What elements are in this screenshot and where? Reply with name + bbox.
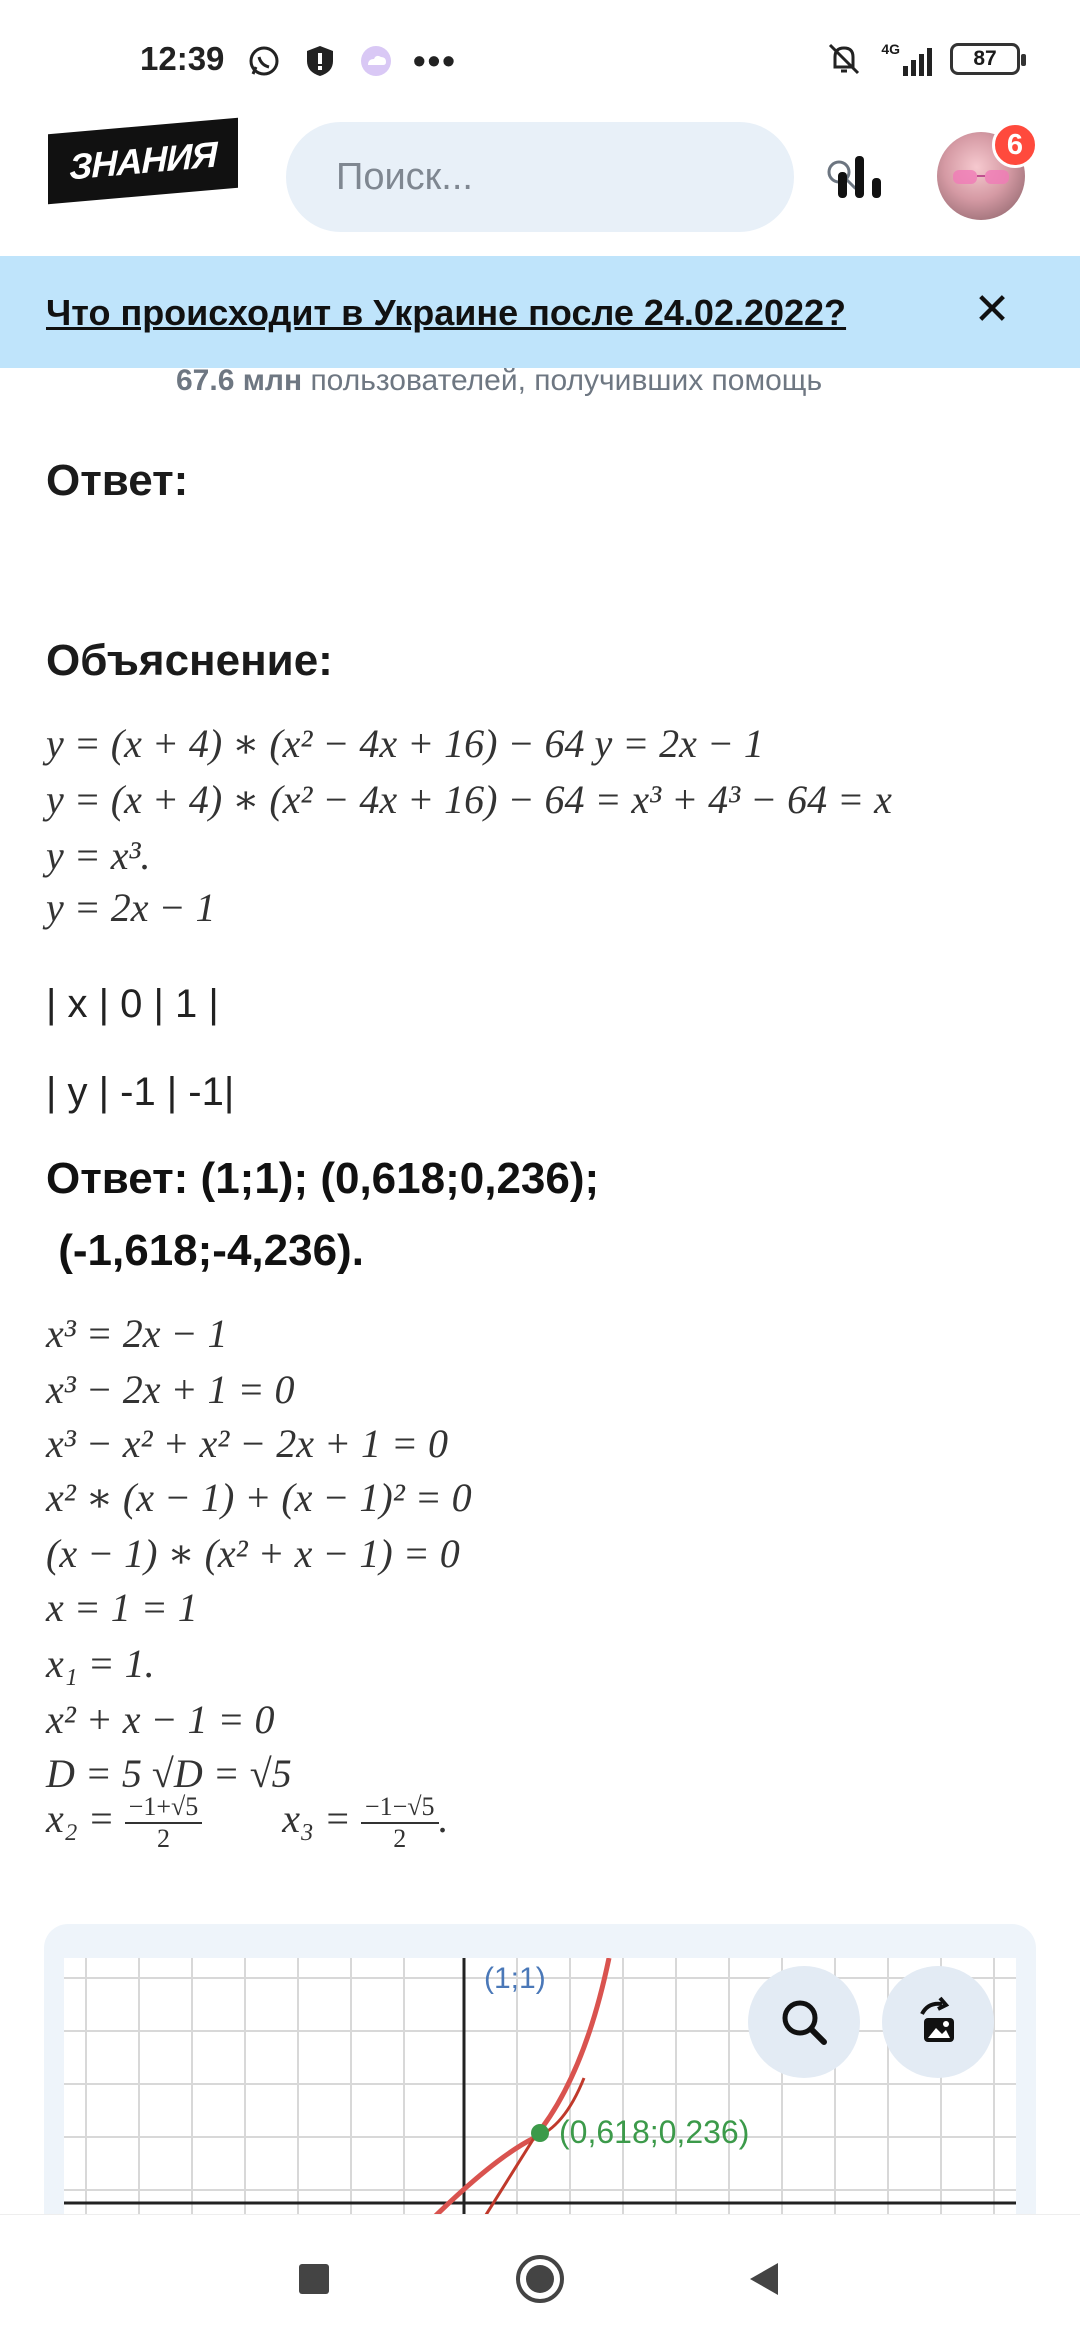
zoom-search-button[interactable] [748, 1966, 860, 2078]
users-count: 67.6 млн [176, 364, 303, 397]
x2-fraction [125, 1792, 203, 1854]
status-bar [0, 0, 1080, 120]
x3-denominator: 2 [393, 1824, 407, 1853]
square-icon [296, 2261, 332, 2297]
roots-end: . [438, 1796, 449, 1842]
home-button[interactable] [512, 2251, 568, 2307]
close-icon[interactable]: ✕ [973, 285, 1011, 334]
logo-text: ЗНАНИЯ [69, 133, 217, 188]
banner-link[interactable]: Что происходит в Украине после 24.02.2022? [46, 292, 847, 333]
users-text: пользователей, получивших помощь [310, 364, 823, 397]
math-line: x₁ = 1. [46, 1641, 155, 1686]
math-line: D = 5 √D = √5 [46, 1751, 292, 1796]
notification-badge: 6 [992, 122, 1038, 168]
math-line: (x − 1) ∗ (x² + x − 1) = 0 [46, 1531, 460, 1576]
rotate-image-button[interactable] [882, 1966, 994, 2078]
shield-icon [301, 42, 339, 80]
users-helped-line [176, 364, 822, 398]
math-line: x³ = 2x − 1 [46, 1311, 228, 1356]
table-row: | y | -1 | -1| [46, 1070, 235, 1114]
cloud-icon [357, 42, 395, 80]
math-line: y = (x + 4) ∗ (x² − 4x + 16) − 64 y = 2x − 1 [46, 721, 764, 766]
more-notifications-icon: ••• [413, 40, 457, 81]
search-input[interactable] [336, 156, 825, 199]
status-time: 12:39 [140, 40, 225, 77]
x3-fraction [361, 1792, 439, 1854]
search-bar[interactable] [286, 122, 794, 232]
rotate-image-icon [910, 1994, 966, 2050]
math-line: x² + x − 1 = 0 [46, 1697, 275, 1742]
math-line: x² ∗ (x − 1) + (x − 1)² = 0 [46, 1475, 472, 1520]
partial-point-label: (1;1) [484, 1962, 546, 1995]
back-button[interactable] [736, 2251, 792, 2307]
recents-button[interactable] [286, 2251, 342, 2307]
system-nav-bar [0, 2214, 1080, 2340]
triangle-back-icon [744, 2259, 784, 2299]
math-line: y = x³. [46, 833, 151, 878]
final-answer-line-2: (-1,618;-4,236). [46, 1226, 364, 1275]
x2-denominator: 2 [156, 1824, 170, 1853]
app-logo[interactable] [48, 118, 238, 205]
network-type: 4G [881, 41, 900, 57]
x2-numerator: −1+√5 [125, 1792, 203, 1824]
final-answer-line-1: Ответ: (1;1); (0,618;0,236); [46, 1154, 600, 1203]
circle-icon [514, 2253, 566, 2305]
search-icon [777, 1995, 831, 2049]
x2-label: x₂ = [46, 1796, 115, 1842]
math-line: x = 1 = 1 [46, 1585, 198, 1630]
stats-icon[interactable] [830, 146, 890, 206]
table-row: | x | 0 | 1 | [46, 982, 219, 1026]
math-line: x³ − 2x + 1 = 0 [46, 1367, 295, 1412]
roots-line [46, 1792, 449, 1854]
math-line: y = (x + 4) ∗ (x² − 4x + 16) − 64 = x³ + 4³ − 64 = x [46, 777, 892, 822]
muted-bell-icon [825, 40, 863, 78]
math-line: x³ − x² + x² − 2x + 1 = 0 [46, 1421, 448, 1466]
math-line: y = 2x − 1 [46, 885, 216, 930]
explanation-heading: Объяснение: [46, 636, 333, 685]
x3-numerator: −1−√5 [361, 1792, 439, 1824]
ukraine-banner [0, 256, 1080, 368]
signal-icon [881, 42, 932, 76]
status-icons-right [825, 40, 1020, 78]
answer-heading: Ответ: [46, 456, 189, 505]
battery-level: 87 [973, 47, 997, 70]
status-icons-left [245, 40, 457, 82]
whatsapp-icon [245, 42, 283, 80]
battery-indicator [950, 43, 1020, 75]
point-label: (0,618;0,236) [559, 2114, 750, 2150]
avatar-glasses-icon [951, 168, 1011, 186]
app-header [0, 120, 1080, 255]
x3-label: x₃ = [282, 1796, 351, 1842]
